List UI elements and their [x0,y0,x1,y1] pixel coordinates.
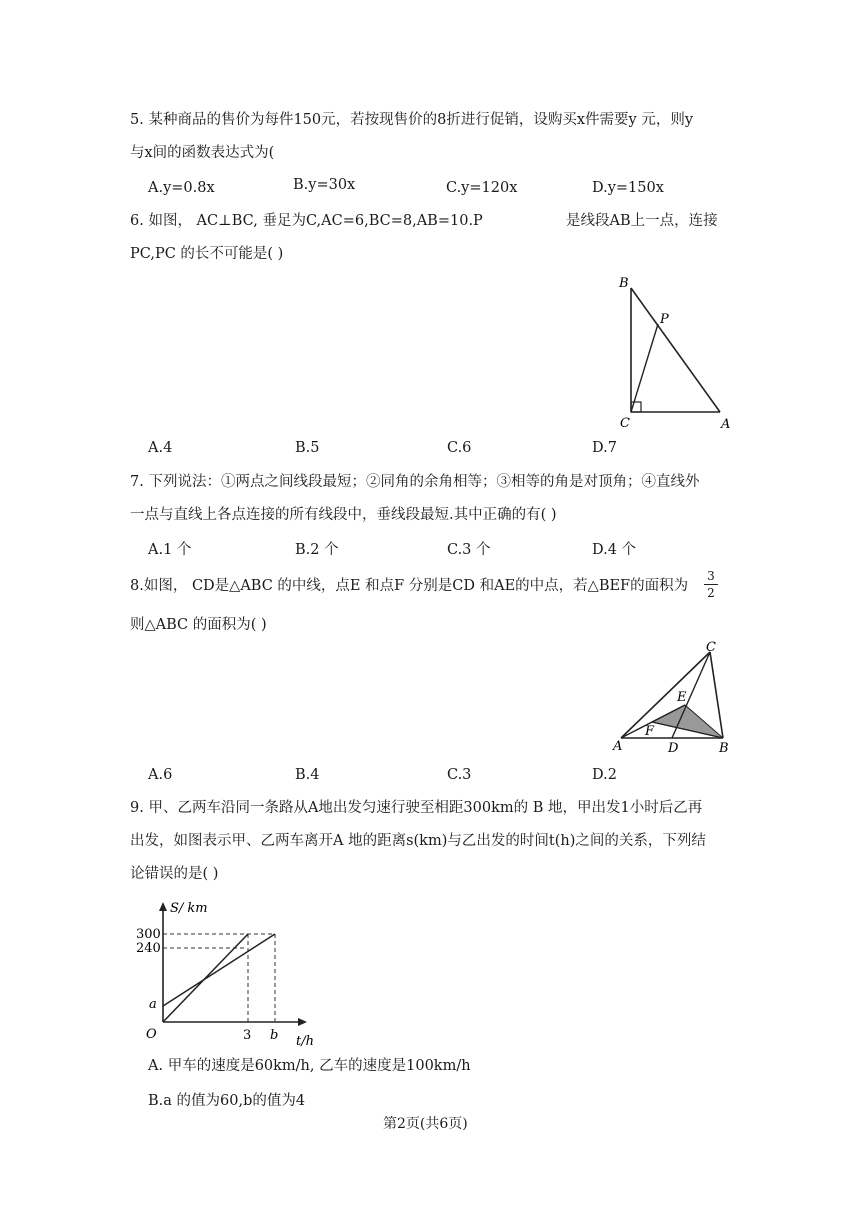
q7-line2: 一点与直线上各点连接的所有线段中，垂线段最短.其中正确的有( ) [130,507,557,523]
q9-ytick-a: a [149,997,157,1012]
q9-xlabel: t/h [296,1034,314,1049]
q9-distance-time-graph [128,898,328,1048]
q6-option-c: C.6 [447,440,472,456]
q8-option-d: D.2 [592,767,617,783]
q8-option-c: C.3 [447,767,472,783]
q8-fraction [704,570,718,599]
q8-label-a: A [613,739,623,754]
q6-line1-left: 6. 如图， AC⊥BC, 垂足为C,AC=6,BC=8,AB=10.P [130,213,483,229]
q8-line2: 则△ABC 的面积为( ) [130,617,267,633]
q9-line1: 9. 甲、乙两车沿同一条路从A地出发匀速行驶至相距300km的 B 地，甲出发1小时后乙再 [130,800,703,816]
q5-line1: 5. 某种商品的售价为每件150元，若按现售价的8折进行促销，设购买x件需要y 元，则y [130,112,694,128]
q8-fraction-numerator: 3 [707,569,715,583]
q8-label-f: F [645,724,655,739]
q7-option-d: D.4 个 [592,542,637,558]
q6-option-d: D.7 [592,440,617,456]
q7-option-c: C.3 个 [447,542,491,558]
q8-label-c: C [706,640,716,655]
q9-ytick-300: 300 [136,927,161,942]
q5-line2: 与x间的函数表达式为( [130,145,275,161]
q9-ylabel: S/ km [170,901,208,916]
q9-xtick-3: 3 [243,1028,252,1043]
q6-line2: PC,PC 的长不可能是( ) [130,246,284,262]
q8-label-b: B [719,741,729,756]
q9-option-b: B.a 的值为60,b的值为4 [148,1093,306,1109]
q8-fraction-denominator: 2 [704,584,718,599]
q6-option-b: B.5 [295,440,320,456]
q6-label-a: A [721,417,731,432]
q6-label-p: P [660,312,669,327]
q9-ytick-240: 240 [136,941,161,956]
q8-triangle-figure [605,640,740,758]
q6-label-b: B [619,276,629,291]
q8-option-a: A.6 [148,767,173,783]
q7-option-a: A.1 个 [148,542,192,558]
q7-option-b: B.2 个 [295,542,339,558]
q9-origin-label: O [146,1027,157,1042]
q6-line1-right: 是线段AB上一点，连接 [566,213,718,229]
q9-xtick-b: b [270,1028,279,1043]
q8-label-e: E [677,690,687,705]
q5-option-c: C.y=120x [446,180,518,196]
q8-line1: 8.如图， CD是△ABC 的中线，点E 和点F 分别是CD 和AE的中点，若△BEF的面积为 [130,578,689,594]
q8-option-b: B.4 [295,767,320,783]
q5-option-b: B.y=30x [293,177,356,193]
q7-line1: 7. 下列说法：①两点之间线段最短；②同角的余角相等；③相等的角是对顶角；④直线外 [130,474,700,490]
q6-option-a: A.4 [148,440,173,456]
q9-line2: 出发，如图表示甲、乙两车离开A 地的距离s(km)与乙出发的时间t(h)之间的关系，下列结 [130,833,706,849]
q8-label-d: D [668,741,679,756]
page-footer: 第2页(共6页) [383,1116,468,1132]
q6-label-c: C [620,416,630,431]
q9-line3: 论错误的是( ) [130,866,219,882]
q6-triangle-figure [600,270,745,435]
q5-option-a: A.y=0.8x [148,180,215,196]
q9-option-a: A. 甲车的速度是60km/h, 乙车的速度是100km/h [148,1058,471,1074]
q5-option-d: D.y=150x [592,180,664,196]
